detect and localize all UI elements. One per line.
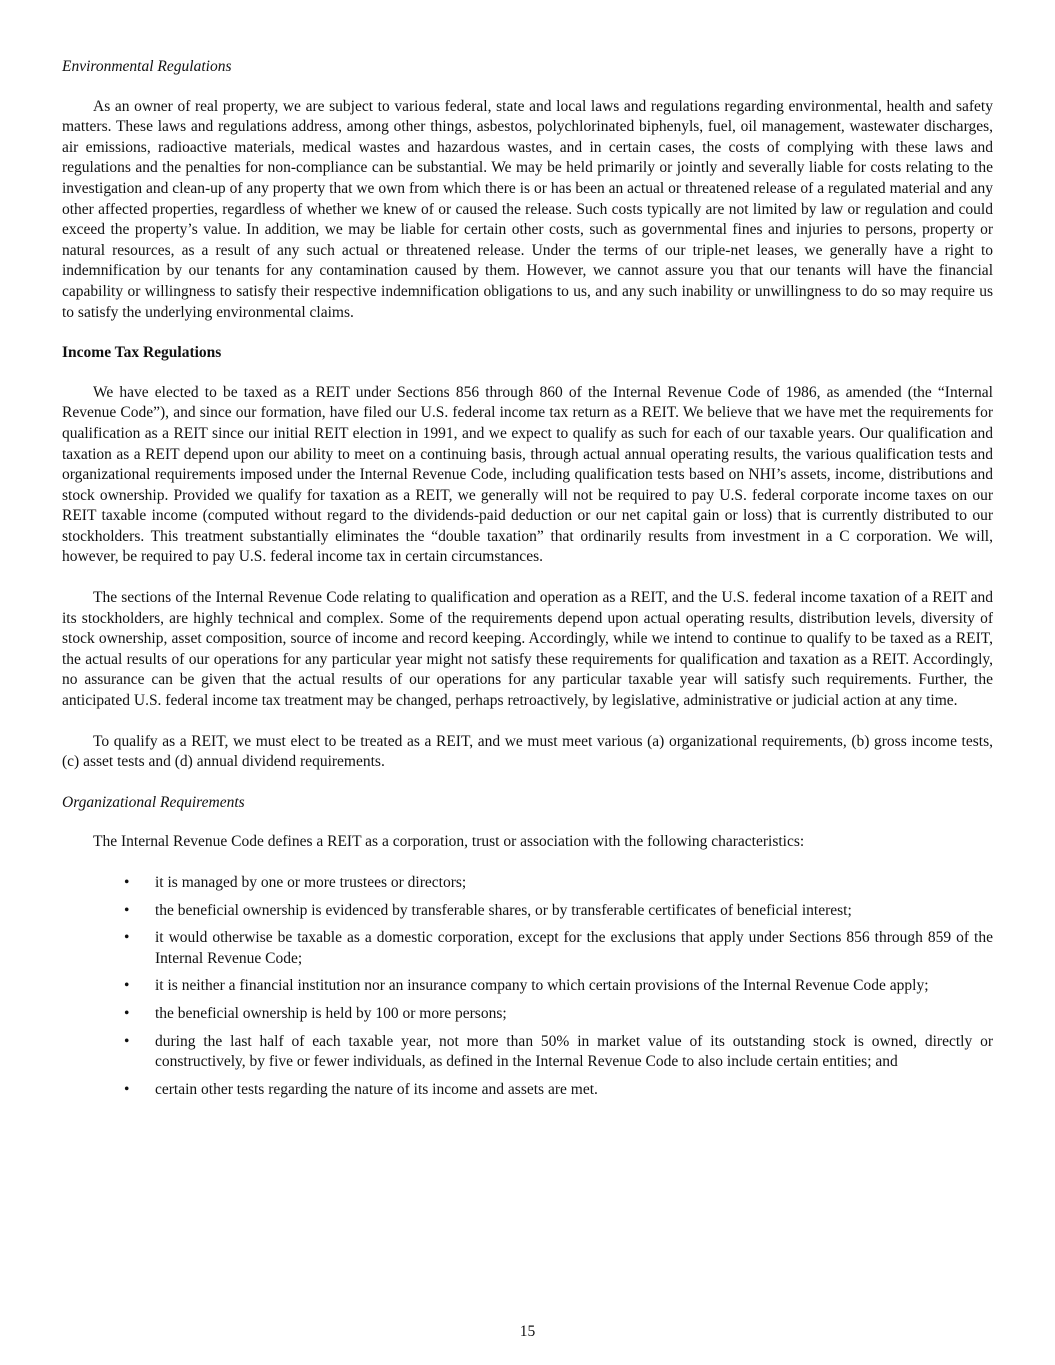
list-item (62, 976, 993, 997)
list-item-text: it would otherwise be taxable as a domestic corporation, except for the exclusions that apply under Sections 856 through 859 of the Internal Revenue Code; (155, 929, 993, 967)
list-item-text: it is neither a financial institution nor an insurance company to which certain provisions of the Internal Revenue Code apply; (155, 977, 929, 995)
bullet-icon: • (124, 929, 130, 947)
list-item (62, 1080, 993, 1101)
bullet-icon: • (124, 1032, 130, 1050)
bullet-icon: • (124, 1004, 130, 1022)
organizational-heading: Organizational Requirements (62, 793, 245, 811)
list-item-text: during the last half of each taxable year, not more than 50% in market value of its outstanding stock is owned, directly or constructively, by five or fewer individuals, as defined in the Internal Revenue Code to also include certain entities; and (155, 1032, 993, 1071)
list-item-text: the beneficial ownership is held by 100 or more persons; (155, 1004, 507, 1022)
income-tax-paragraph-1: We have elected to be taxed as a REIT under Sections 856 through 860 of the Internal Revenue Code of 1986, as amended (the “Internal Revenue Code”), and since our formation, have filed our U.S. federal income tax return as a REIT. We believe that we have met the requirements for qualification as a REIT since our initial REIT election in 1991, and we expect to qualify as such for each of our taxable years. Our qualification and taxation as a REIT depend upon our ability to meet on a continuing basis, through actual annual operating results, the various qualification tests and organizational requirements imposed under the Internal Revenue Code, including qualification tests based on NHI’s assets, income, distributions and stock ownership. Provided we qualify for taxation as a REIT, we generally will not be required to pay U.S. federal corporate income taxes on our REIT taxable income (computed without regard to the dividends-paid deduction or our net capital gain or loss) that is currently distributed to our stockholders. This treatment substantially eliminates the “double taxation” that ordinarily results from investment in a C corporation. We will, however, be required to pay U.S. federal income tax in certain circumstances. (62, 383, 993, 566)
environmental-heading: Environmental Regulations (62, 58, 232, 75)
environmental-paragraph: As an owner of real property, we are subject to various federal, state and local laws and regulations regarding environmental, health and safety matters. These laws and regulations address, among other things, asbestos, polychlorinated biphenyls, fuel, oil management, wastewater discharges, air emissions, radioactive materials, medical wastes and hazardous wastes, and in certain cases, the costs of complying with these laws and regulations and the penalties for non-compliance can be substantial. We may be held primarily or jointly and severally liable for costs relating to the investigation and clean-up of any property that we own from which there is or has been an actual or threatened release of a regulated material and any other affected properties, regardless of whether we knew of or caused the release. Such costs typically are not limited by law or regulation and could exceed the property’s value. In addition, we may be liable for certain other costs, such as governmental fines and injuries to persons, property or natural resources, as a result of any such actual or threatened release. Under the terms of our triple-net leases, we generally have a right to indemnification by our tenants for any contamination caused by them. However, we cannot assure you that our tenants will have the financial capability or willingness to satisfy their respective indemnification obligations to us, and any such inability or unwillingness to do so may require us to satisfy the underlying environmental claims. (62, 97, 993, 321)
page-number: 15 (519, 1323, 536, 1340)
list-item (62, 901, 993, 922)
characteristics-list (62, 873, 993, 1100)
list-item (62, 873, 993, 894)
income-tax-paragraph-3: To qualify as a REIT, we must elect to be treated as a REIT, and we must meet various (a) organizational requirements, (b) gross income tests, (c) asset tests and (d) annual dividend requirements. (62, 732, 993, 771)
income-tax-paragraph-2: The sections of the Internal Revenue Code relating to qualification and operation as a REIT, and the U.S. federal income taxation of a REIT and its stockholders, are highly technical and complex. Some of the requirements depend upon actual operating results, distribution levels, diversity of stock ownership, asset composition, source of income and record keeping. Accordingly, while we intend to continue to qualify to be taxed as a REIT, the actual results of our operations for any particular year might not satisfy these requirements for qualification and taxation as a REIT. Accordingly, no assurance can be given that the actual results of our operations for any particular taxable year will satisfy such requirements. Further, the anticipated U.S. federal income tax treatment may be changed, perhaps retroactively, by legislative, administrative or judicial action at any time. (62, 589, 993, 710)
list-item (62, 928, 993, 969)
list-item (62, 1004, 993, 1025)
bullet-icon: • (124, 977, 130, 995)
bullet-icon: • (124, 874, 130, 891)
list-item-text: it is managed by one or more trustees or directors; (155, 874, 467, 891)
organizational-intro: The Internal Revenue Code defines a REIT as a corporation, trust or association with the following characteristics: (93, 833, 805, 851)
bullet-icon: • (124, 901, 130, 919)
bullet-icon: • (124, 1080, 130, 1098)
list-item-text: the beneficial ownership is evidenced by transferable shares, or by transferable certificates of beneficial interest; (155, 901, 852, 919)
document-page (62, 57, 993, 1107)
list-item-text: certain other tests regarding the nature of its income and assets are met. (155, 1080, 598, 1098)
list-item (62, 1032, 993, 1073)
income-tax-heading: Income Tax Regulations (62, 344, 222, 362)
